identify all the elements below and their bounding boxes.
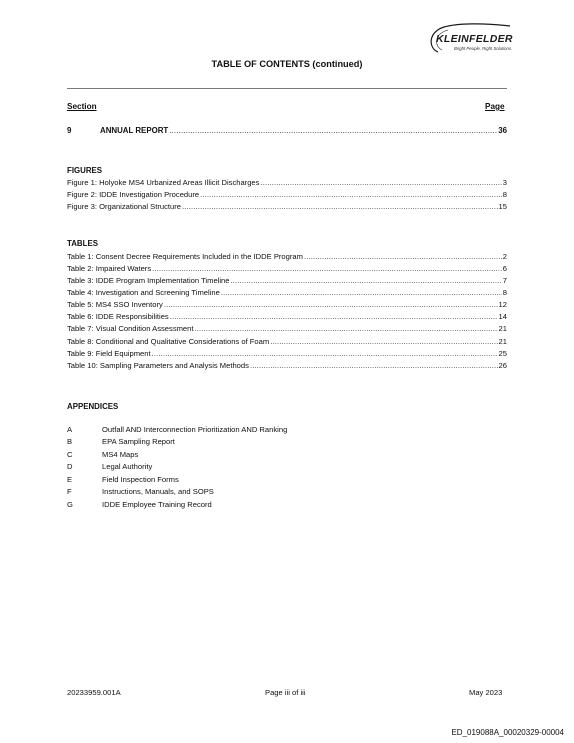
appendix-letter: E xyxy=(67,475,73,484)
dot-leader xyxy=(152,349,498,358)
page-title: TABLE OF CONTENTS (continued) xyxy=(211,59,363,69)
figure-page: 15 xyxy=(498,202,507,211)
table-page: 6 xyxy=(502,264,507,273)
table-row[interactable] xyxy=(67,288,507,300)
table-row[interactable] xyxy=(67,337,507,349)
appendix-label: EPA Sampling Report xyxy=(102,437,175,446)
table-row[interactable] xyxy=(67,361,507,373)
section-label: ANNUAL REPORT xyxy=(100,126,169,135)
table-page: 21 xyxy=(498,337,507,346)
figure-row[interactable] xyxy=(67,202,507,214)
table-row[interactable] xyxy=(67,276,507,288)
dot-leader xyxy=(304,252,502,261)
appendix-label: Outfall AND Interconnection Prioritization AND Ranking xyxy=(102,425,288,434)
appendix-label: Legal Authority xyxy=(102,462,153,471)
section-number: 9 xyxy=(67,126,72,135)
table-label: Table 10: Sampling Parameters and Analysis Methods xyxy=(67,361,249,370)
table-label: Table 1: Consent Decree Requirements Included in the IDDE Program xyxy=(67,252,303,261)
table-page: 26 xyxy=(498,361,507,370)
dot-leader xyxy=(152,264,502,273)
figure-label: Figure 2: IDDE Investigation Procedure xyxy=(67,190,200,199)
dot-leader xyxy=(182,202,498,211)
appendix-row[interactable] xyxy=(67,462,152,474)
figure-row[interactable] xyxy=(67,190,507,202)
kleinfelder-logo xyxy=(424,22,540,56)
figure-row[interactable] xyxy=(67,178,507,190)
table-page: 8 xyxy=(502,288,507,297)
table-label: Table 5: MS4 SSO Inventory xyxy=(67,300,163,309)
footer-project-number: 20233959.001A xyxy=(67,688,121,697)
section-page: 36 xyxy=(498,126,507,135)
title-divider xyxy=(67,88,507,89)
table-row[interactable] xyxy=(67,300,507,312)
dot-leader xyxy=(270,337,497,346)
dot-leader xyxy=(231,276,502,285)
appendix-row[interactable] xyxy=(67,450,138,462)
dot-leader xyxy=(200,190,502,199)
document-stamp: ED_019088A_00020329-00004 xyxy=(451,728,564,737)
appendix-label: Field Inspection Forms xyxy=(102,475,179,484)
toc-section-row[interactable] xyxy=(67,126,507,138)
dot-leader xyxy=(170,312,498,321)
appendix-letter: B xyxy=(67,437,73,446)
section-column-header: Section xyxy=(67,102,97,111)
appendix-label: Instructions, Manuals, and SOPS xyxy=(102,487,214,496)
table-page: 2 xyxy=(502,252,507,261)
appendix-letter: G xyxy=(67,500,73,509)
figure-label: Figure 3: Organizational Structure xyxy=(67,202,181,211)
figure-page: 3 xyxy=(502,178,507,187)
appendix-row[interactable] xyxy=(67,475,179,487)
appendix-letter: D xyxy=(67,462,73,471)
dot-leader xyxy=(250,361,498,370)
table-row[interactable] xyxy=(67,312,507,324)
logo-tagline: Bright People. Right Solutions. xyxy=(454,46,513,51)
table-page: 12 xyxy=(498,300,507,309)
dot-leader xyxy=(260,178,501,187)
dot-leader xyxy=(195,324,498,333)
table-row[interactable] xyxy=(67,264,507,276)
appendix-row[interactable] xyxy=(67,487,214,499)
table-label: Table 3: IDDE Program Implementation Timeline xyxy=(67,276,230,285)
table-label: Table 4: Investigation and Screening Timeline xyxy=(67,288,220,297)
appendix-row[interactable] xyxy=(67,437,175,449)
table-page: 7 xyxy=(502,276,507,285)
tables-heading: TABLES xyxy=(67,239,98,248)
table-page: 21 xyxy=(498,324,507,333)
table-label: Table 2: Impaired Waters xyxy=(67,264,152,273)
appendix-row[interactable] xyxy=(67,425,287,437)
figure-label: Figure 1: Holyoke MS4 Urbanized Areas Illicit Discharges xyxy=(67,178,260,187)
dot-leader xyxy=(221,288,502,297)
table-label: Table 7: Visual Condition Assessment xyxy=(67,324,194,333)
page-column-header: Page xyxy=(485,102,505,111)
table-label: Table 6: IDDE Responsibilities xyxy=(67,312,169,321)
appendix-letter: C xyxy=(67,450,73,459)
footer-page-number: Page iii of iii xyxy=(265,688,306,697)
table-label: Table 9: Field Equipment xyxy=(67,349,151,358)
footer-date: May 2023 xyxy=(469,688,503,697)
table-row[interactable] xyxy=(67,349,507,361)
logo-name: KLEINFELDER xyxy=(436,33,513,45)
appendix-row[interactable] xyxy=(67,500,212,512)
figure-page: 8 xyxy=(502,190,507,199)
appendix-letter: A xyxy=(67,425,73,434)
table-row[interactable] xyxy=(67,324,507,336)
appendices-heading: APPENDICES xyxy=(67,402,119,411)
appendix-letter: F xyxy=(67,487,72,496)
table-page: 14 xyxy=(498,312,507,321)
dot-leader xyxy=(169,126,497,135)
figures-heading: FIGURES xyxy=(67,166,103,175)
table-page: 25 xyxy=(498,349,507,358)
table-label: Table 8: Conditional and Qualitative Considerations of Foam xyxy=(67,337,270,346)
appendix-label: MS4 Maps xyxy=(102,450,139,459)
dot-leader xyxy=(164,300,498,309)
appendix-label: IDDE Employee Training Record xyxy=(102,500,212,509)
table-row[interactable] xyxy=(67,252,507,264)
